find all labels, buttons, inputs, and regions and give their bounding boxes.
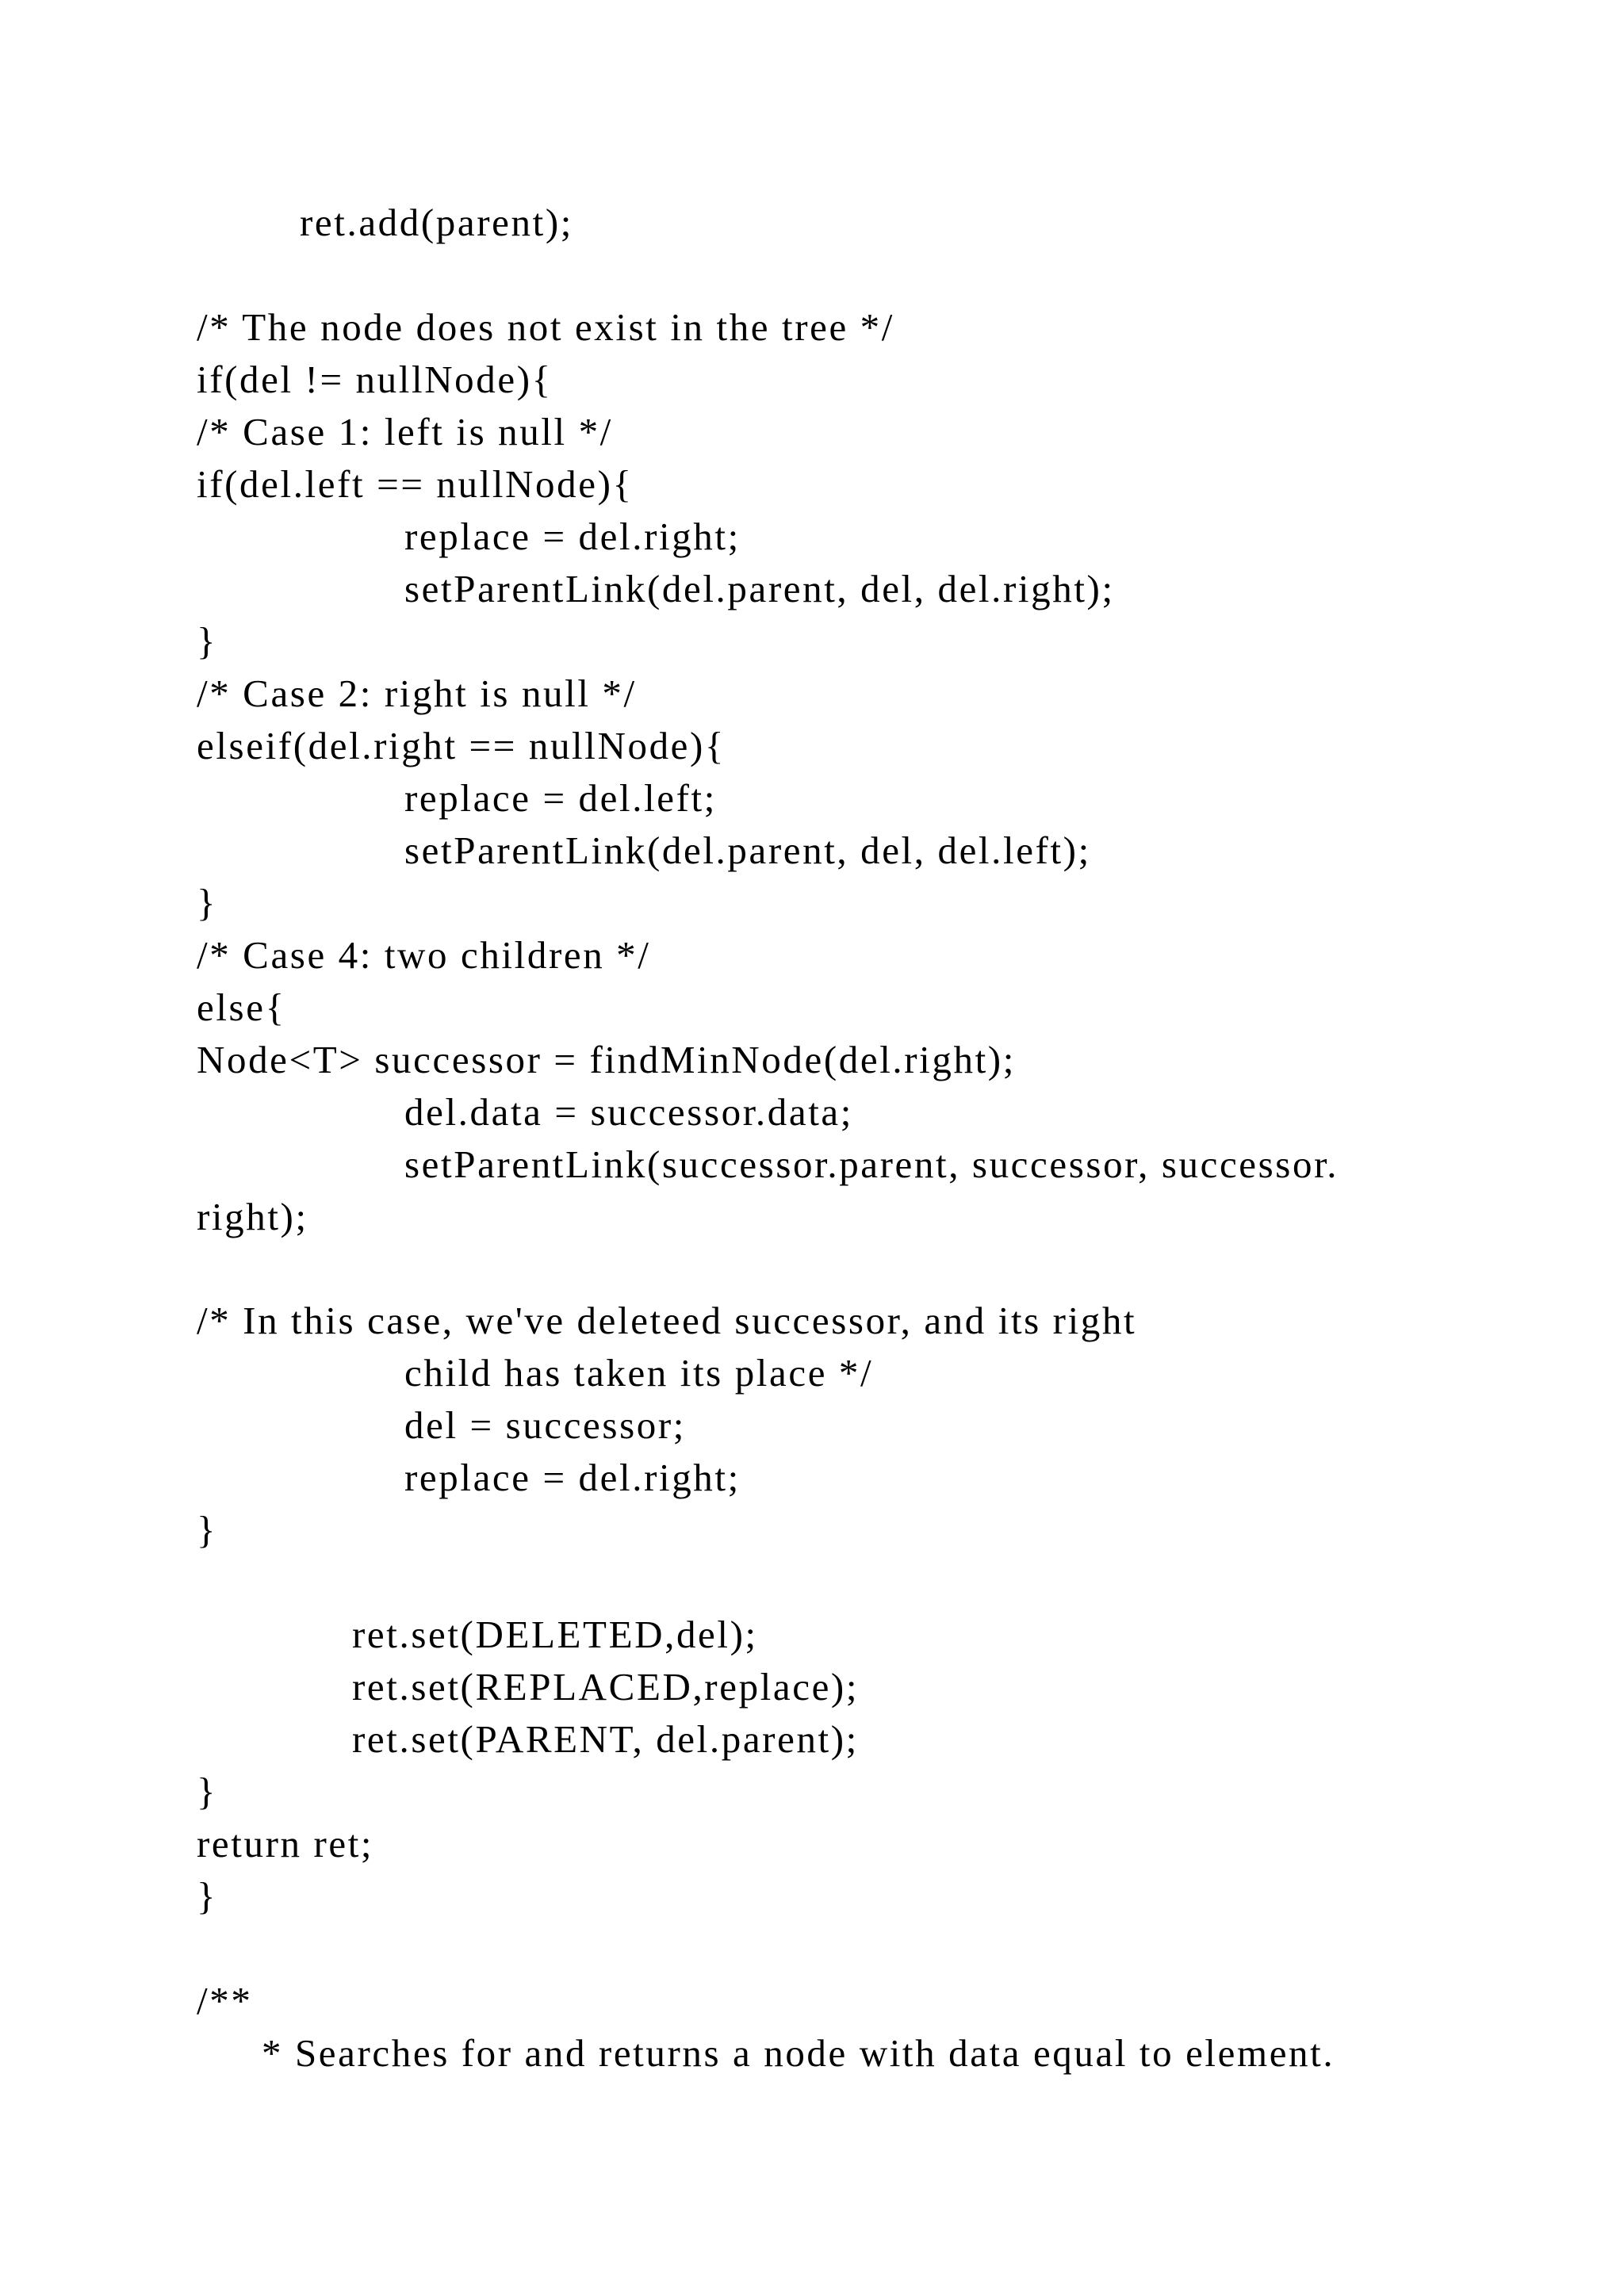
code-line: ret.set(PARENT, del.parent);	[352, 1717, 859, 1761]
code-line: Node<T> successor = findMinNode(del.right);	[197, 1038, 1016, 1081]
code-line: setParentLink(del.parent, del, del.left);	[404, 828, 1091, 872]
code-line: replace = del.right;	[404, 515, 741, 558]
code-line: elseif(del.right == nullNode){	[197, 724, 726, 767]
code-line: }	[197, 619, 218, 663]
code-line: setParentLink(successor.parent, successor, successor.	[404, 1142, 1339, 1186]
code-line: del = successor;	[404, 1403, 686, 1447]
code-line: * Searches for and returns a node with data equal to element.	[262, 2031, 1335, 2075]
code-line: ret.set(DELETED,del);	[352, 1613, 758, 1656]
code-line: /* Case 2: right is null */	[197, 672, 637, 715]
code-line: else{	[197, 985, 286, 1029]
code-line: ret.set(REPLACED,replace);	[352, 1665, 860, 1709]
code-line: child has taken its place */	[404, 1351, 874, 1395]
code-line: return ret;	[197, 1822, 374, 1866]
code-line: del.data = successor.data;	[404, 1090, 853, 1134]
code-line: right);	[197, 1195, 308, 1238]
code-line: setParentLink(del.parent, del, del.right);	[404, 567, 1115, 610]
code-line: if(del.left == nullNode){	[197, 462, 634, 506]
code-line: /* The node does not exist in the tree */	[197, 305, 895, 349]
code-line: replace = del.left;	[404, 776, 717, 820]
code-line: replace = del.right;	[404, 1456, 741, 1499]
code-line: }	[197, 1874, 218, 1918]
code-line: /* Case 4: two children */	[197, 933, 651, 977]
code-line: }	[197, 881, 218, 924]
code-line: /**	[197, 1979, 253, 2022]
code-line: ret.add(parent);	[300, 201, 573, 244]
code-line: }	[197, 1508, 218, 1552]
code-line: /* Case 1: left is null */	[197, 410, 613, 453]
code-line: }	[197, 1770, 218, 1813]
code-line: if(del != nullNode){	[197, 358, 553, 401]
code-line: /* In this case, we've deleteed successor, and its right	[197, 1299, 1137, 1342]
